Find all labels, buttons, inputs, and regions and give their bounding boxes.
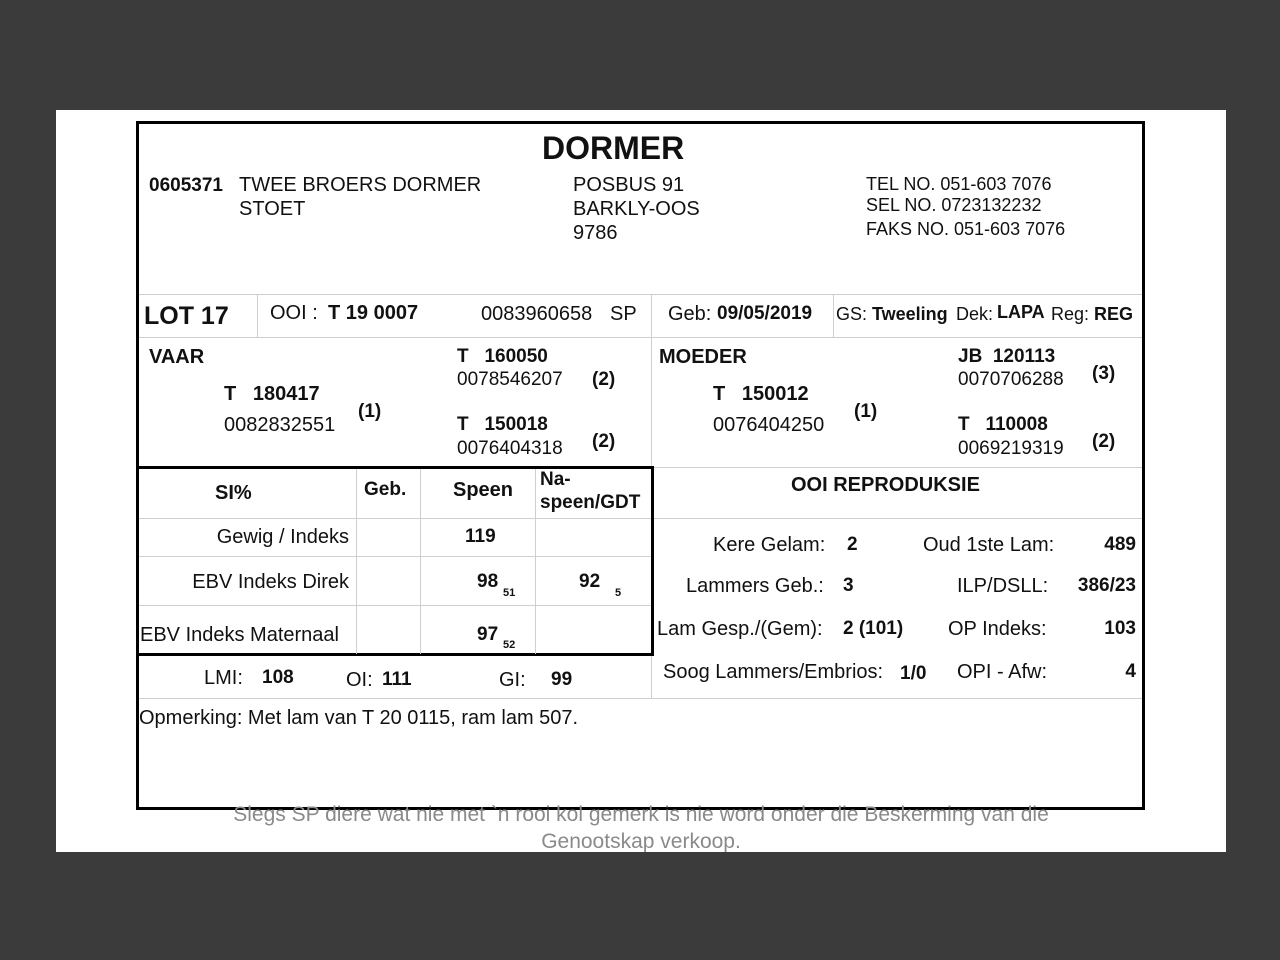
- si-box-right: [651, 466, 654, 656]
- row-direk-naspeen-sub: 5: [615, 587, 622, 599]
- gesp-label: Lam Gesp./(Gem):: [657, 618, 823, 640]
- address-line2: BARKLY-OOS: [573, 198, 700, 220]
- dek-value: LAPA: [997, 302, 1045, 322]
- breeder-name-line1: TWEE BROERS DORMER: [239, 174, 482, 196]
- moeder-sire-grade: (3): [1092, 363, 1116, 384]
- tel-number: TEL NO. 051-603 7076: [866, 174, 1052, 194]
- si-box-bottom: [139, 653, 654, 656]
- address-line1: POSBUS 91: [573, 174, 685, 196]
- dek-label: Dek:: [956, 304, 994, 324]
- vaar-dam-number: 0076404318: [457, 438, 563, 459]
- gi-value: 99: [551, 669, 573, 690]
- geb-label: Geb:: [668, 303, 712, 325]
- vaar-number: 0082832551: [224, 414, 336, 436]
- divider-lot-top: [139, 294, 1142, 295]
- address-line3: 9786: [573, 222, 618, 244]
- divider-lot-bottom: [139, 337, 1142, 338]
- lammers-value: 3: [843, 575, 854, 596]
- lot-card: [136, 121, 1145, 810]
- footer-line-2: Genootskap verkoop.: [541, 830, 741, 852]
- vaar-label: VAAR: [149, 346, 205, 368]
- vaar-sire-number: 0078546207: [457, 369, 563, 390]
- si-row-3: [139, 605, 651, 606]
- row-gewig-speen: 119: [465, 526, 496, 547]
- si-col-3: [535, 469, 536, 654]
- moeder-label: MOEDER: [659, 346, 747, 368]
- breed-title: DORMER: [542, 130, 685, 166]
- repro-title: OOI REPRODUKSIE: [791, 474, 980, 496]
- ilp-value: 386/23: [1077, 575, 1136, 596]
- vaar-sire-grade: (2): [592, 369, 616, 390]
- sel-number: SEL NO. 0723132232: [866, 195, 1042, 215]
- si-row-2: [139, 556, 651, 557]
- kere-label: Kere Gelam:: [713, 534, 826, 556]
- moeder-id: T 150012: [713, 383, 809, 405]
- moeder-sire-number: 0070706288: [958, 369, 1064, 390]
- naspeen-header-2: speen/GDT: [540, 492, 641, 513]
- naspeen-header-1: Na-: [540, 469, 571, 490]
- ilp-label: ILP/DSLL:: [957, 575, 1049, 597]
- si-col-1: [356, 469, 357, 654]
- sp-mark: SP: [610, 303, 637, 325]
- divider-repro: [651, 656, 652, 698]
- lmi-value: 108: [262, 667, 294, 688]
- geb-value: 09/05/2019: [717, 303, 813, 324]
- moeder-sire-id: JB 120113: [958, 346, 1056, 367]
- moeder-dam-number: 0069219319: [958, 438, 1064, 459]
- row-direk-naspeen: 92: [579, 571, 601, 592]
- vaar-sire-id: T 160050: [457, 346, 548, 367]
- reg-value: REG: [1094, 304, 1134, 324]
- gesp-value: 2 (101): [843, 618, 904, 639]
- oud-value: 489: [1104, 534, 1136, 555]
- speen-header: Speen: [453, 479, 514, 501]
- divider-lot-1: [257, 294, 258, 337]
- moeder-dam-id: T 110008: [958, 414, 1048, 435]
- row-direk-speen: 98: [477, 571, 499, 592]
- row-maternaal-speen: 97: [477, 624, 499, 645]
- opi-value: 4: [1125, 661, 1136, 682]
- si-row-1: [139, 518, 651, 519]
- oud-label: Oud 1ste Lam:: [923, 534, 1055, 556]
- divider-pedigree: [651, 337, 652, 467]
- geb-header: Geb.: [364, 479, 407, 500]
- remark-text: Opmerking: Met lam van T 20 0115, ram lam 507.: [139, 707, 579, 729]
- kere-value: 2: [847, 534, 858, 555]
- oi-label: OI:: [346, 669, 373, 691]
- vaar-id: T 180417: [224, 383, 320, 405]
- row-direk-label: EBV Indeks Direk: [192, 571, 349, 593]
- vaar-grade: (1): [358, 401, 382, 422]
- row-gewig-label: Gewig / Indeks: [216, 526, 349, 548]
- si-header: SI%: [215, 482, 252, 504]
- soog-label: Soog Lammers/Embrios:: [663, 661, 884, 683]
- faks-number: FAKS NO. 051-603 7076: [866, 219, 1066, 239]
- lammers-label: Lammers Geb.:: [686, 575, 824, 597]
- lot-number: LOT 17: [144, 302, 229, 330]
- divider-repro-title: [654, 518, 1142, 519]
- ewe-reg-number: 0083960658: [481, 303, 593, 325]
- soog-value: 1/0: [900, 663, 927, 684]
- ooi-value: T 19 0007: [328, 302, 419, 324]
- moeder-grade: (1): [854, 401, 878, 422]
- vaar-dam-grade: (2): [592, 431, 616, 452]
- vaar-dam-id: T 150018: [457, 414, 548, 435]
- divider-lot-3: [833, 294, 834, 337]
- lot-sheet: [56, 110, 1226, 852]
- lmi-label: LMI:: [204, 667, 243, 689]
- ooi-label: OOI :: [270, 302, 318, 324]
- row-maternaal-label: EBV Indeks Maternaal: [140, 624, 339, 646]
- moeder-dam-grade: (2): [1092, 431, 1116, 452]
- breeder-name-line2: STOET: [239, 198, 306, 220]
- op-label: OP Indeks:: [948, 618, 1047, 640]
- gi-label: GI:: [499, 669, 526, 691]
- breeder-number: 0605371: [149, 175, 223, 196]
- si-box-top: [139, 466, 654, 469]
- si-col-2: [420, 469, 421, 654]
- row-maternaal-speen-sub: 52: [503, 639, 516, 651]
- footer-line-1: Slegs SP diere wat nie met `n rooi kol gemerk is nie word onder die Beskerming van die: [233, 803, 1049, 826]
- gs-label: GS:: [836, 304, 868, 324]
- divider-lot-2: [651, 294, 652, 337]
- divider-remark: [139, 698, 1142, 699]
- opi-label: OPI - Afw:: [957, 661, 1048, 683]
- reg-label: Reg:: [1051, 304, 1090, 324]
- gs-value: Tweeling: [872, 304, 948, 324]
- op-value: 103: [1104, 618, 1136, 639]
- row-direk-speen-sub: 51: [503, 587, 516, 599]
- oi-value: 111: [382, 669, 412, 690]
- moeder-number: 0076404250: [713, 414, 825, 436]
